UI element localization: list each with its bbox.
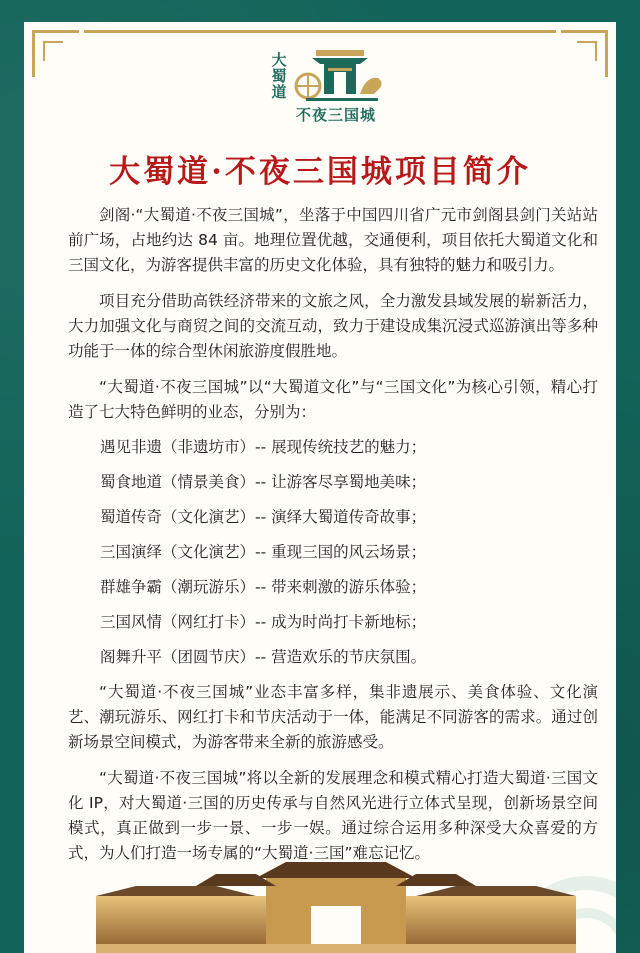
business-list [68,434,598,670]
paragraph: 剑阁·“大蜀道·不夜三国城”，坐落于中国四川省广元市剑阁县剑门关站站前广场，占地约达 84 亩。地理位置优越，交通便利，项目依托大蜀道文化和三国文化，为游客提供丰富的历史文化体验，具有独特的魅力和吸引力。 [68,206,598,274]
top-gold-line [84,30,556,33]
ancient-gate-illustration [96,856,576,953]
list-item: 三国演绎（文化演艺）-- 重现三国的风云场景； [100,543,427,561]
intro-content [68,203,598,877]
logo-char: 道 [271,83,287,101]
list-item: 三国风情（网红打卡）-- 成为时尚打卡新地标； [100,613,427,631]
logo-horizontal-text: 不夜三国城 [295,106,376,124]
list-item: 群雄争霸（潮玩游乐）-- 带来刺激的游乐体验； [100,578,427,596]
logo-char: 蜀 [271,67,287,85]
list-item: 阁舞升平（团圆节庆）-- 营造欢乐的节庆氛围。 [100,648,427,666]
page-title: 大蜀道·不夜三国城项目简介 [109,154,531,190]
paragraph: “大蜀道·不夜三国城”以“大蜀道文化”与“三国文化”为核心引领，精心打造了七大特色鲜明的业态，分别为： [68,378,598,421]
list-item: 遇见非遗（非遗坊市）-- 展现传统技艺的魅力； [100,438,427,456]
logo [268,48,388,130]
corner-ornament-left [32,30,79,77]
paragraph: “大蜀道·不夜三国城”业态丰富多样，集非遗展示、美食体验、文化演艺、潮玩游乐、网红打卡和节庆活动于一体，能满足不同游客的需求。通过创新场景空间模式，为游客带来全新的旅游感受。 [68,683,598,751]
logo-vertical-text [268,52,290,100]
list-item: 蜀道传奇（文化演艺）-- 演绎大蜀道传奇故事； [100,508,427,526]
list-item: 蜀食地道（情景美食）-- 让游客尽享蜀地美味； [100,473,427,491]
corner-ornament-right [561,30,608,77]
logo-char: 大 [271,51,287,69]
gate-emblem-icon [294,48,386,104]
paragraph: “大蜀道·不夜三国城”将以全新的发展理念和模式精心打造大蜀道·三国文化 IP，对大蜀道·三国的历史传承与自然风光进行立体式呈现，创新场景空间模式，真正做到一步一景、一步一娱。通过综合运用多种深受大众喜爱的方式，为人们打造一场专属的“大蜀道·三国”难忘记忆。 [68,769,598,862]
paragraph: 项目充分借助高铁经济带来的文旅之风，全力激发县域发展的崭新活力，大力加强文化与商贸之间的交流互动，致力于建设成集沉浸式巡游演出等多种功能于一体的综合型休闲旅游度假胜地。 [68,292,598,360]
